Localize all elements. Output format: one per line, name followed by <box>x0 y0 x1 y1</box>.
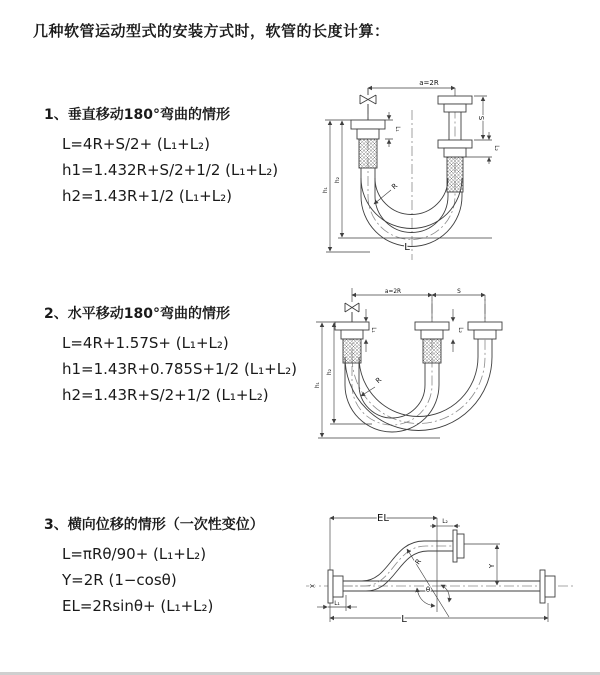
right-flange-lower <box>438 140 472 148</box>
section-3-heading: 3、横向位移的情形（一次性变位） <box>44 517 264 533</box>
braided-hose-section <box>447 157 463 192</box>
section-1-heading: 1、垂直移动180°弯曲的情形 <box>44 107 230 123</box>
dim-label-el: EL <box>377 513 389 524</box>
middle-flange <box>415 322 449 330</box>
page-title: 几种软管运动型式的安装方式时，软管的长度计算： <box>33 22 390 40</box>
formula-l: L=4R+S/2+ (L₁+L₂) <box>62 135 210 153</box>
hose-outline <box>343 541 453 581</box>
dim-label-h1: h₁ <box>323 187 329 193</box>
formula-l: L=4R+1.57S+ (L₁+L₂) <box>62 334 229 352</box>
dim-label-l2: L₂ <box>457 327 463 333</box>
formula-h1: h1=1.43R+0.785S+1/2 (L₁+L₂) <box>62 360 297 378</box>
dim-label-l2: L₂ <box>442 519 448 525</box>
dim-label-l1: L₁ <box>370 327 376 333</box>
section-2-heading: 2、水平移动180°弯曲的情形 <box>44 306 230 322</box>
formula-l: L=πRθ/90+ (L₁+L₂) <box>62 545 207 563</box>
dim-label-y: Y <box>488 563 496 569</box>
braided-hose-section <box>423 339 441 363</box>
dim-label-a2r: a=2R <box>419 79 439 87</box>
dim-label-h1: h₁ <box>315 382 321 388</box>
formula-el: EL=2Rsinθ+ (L₁+L₂) <box>62 597 214 615</box>
left-flange <box>328 570 333 603</box>
dim-label-s: S <box>477 115 485 121</box>
upper-flange <box>453 530 457 562</box>
formula-h1: h1=1.432R+S/2+1/2 (L₁+L₂) <box>62 161 279 179</box>
dim-label-l2: L₂ <box>493 145 499 151</box>
dim-label-h2: h₂ <box>335 177 341 183</box>
dim-label-x: X <box>308 584 314 588</box>
dim-label-l1: L₁ <box>334 601 340 607</box>
dim-label-l: L <box>401 614 407 625</box>
braided-hose-section <box>343 339 361 363</box>
section-vertical-bend <box>44 104 314 209</box>
dim-label-theta: θ <box>425 586 431 594</box>
braided-hose-section <box>359 139 377 168</box>
dim-label-r: R <box>390 181 400 192</box>
dim-label-a2r: a=2R <box>384 289 402 295</box>
dim-label-s: S <box>457 289 461 295</box>
dim-label-l1: L₁ <box>394 126 400 132</box>
section-lateral-displacement <box>44 514 314 619</box>
diagram-lateral-displacement <box>300 505 598 673</box>
diagram-vertical-bend <box>300 70 596 266</box>
right-flange <box>468 322 502 330</box>
dim-label-l: L <box>404 242 410 253</box>
left-flange <box>351 120 385 129</box>
diagram-horizontal-bend <box>300 282 598 474</box>
left-flange <box>335 322 369 330</box>
dim-label-r: R <box>413 557 424 567</box>
section-horizontal-bend <box>44 303 314 408</box>
valve-icon <box>360 88 376 120</box>
right-flange-upper <box>438 96 472 104</box>
valve-icon <box>345 303 359 322</box>
right-flange <box>540 570 545 603</box>
formula-y: Y=2R (1−cosθ) <box>62 571 177 589</box>
dim-label-h2: h₂ <box>327 369 333 375</box>
dim-label-r: R <box>374 375 384 386</box>
formula-h2: h2=1.43R+1/2 (L₁+L₂) <box>62 187 232 205</box>
formula-h2: h2=1.43R+S/2+1/2 (L₁+L₂) <box>62 386 269 404</box>
